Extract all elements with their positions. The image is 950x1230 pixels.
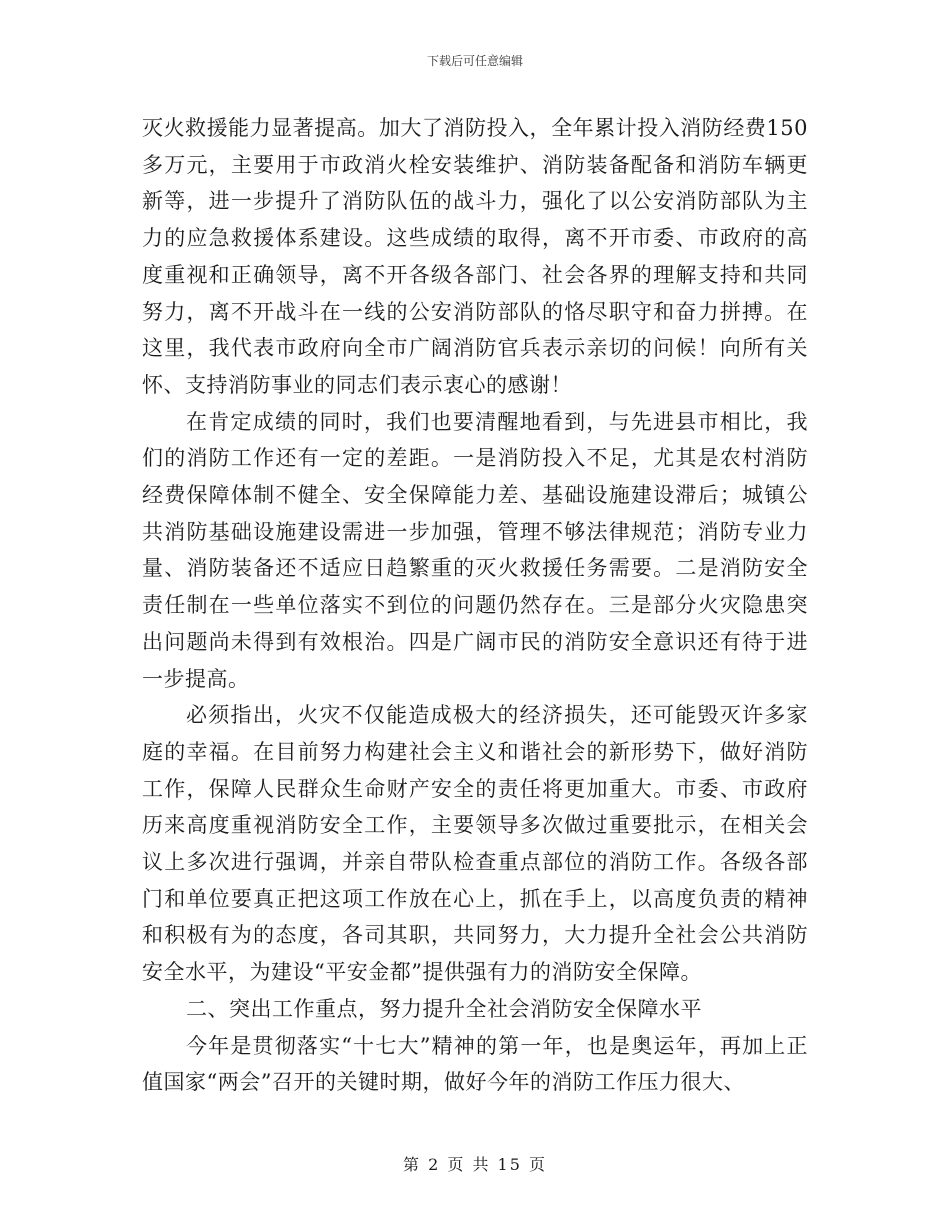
paragraph-3: 必须指出，火灾不仅能造成极大的经济损失，还可能毁灭许多家庭的幸福。在目前努力构建社会主义和谐社会的新形势下，做好消防工作，保障人民群众生命财产安全的责任将更加重大。市委、市政府历来高度重视消防安全工作，主要领导多次做过重要批示，在相关会议上多次进行强调，并亲自带队检查重点部位的消防工作。各级各部门和单位要真正把这项工作放在心上，抓在手上，以高度负责的精神和积极有为的态度，各司其职，共同努力，大力提升全社会公共消防安全水平，为建设“平安金都”提供强有力的消防安全保障。: [142, 703, 808, 985]
paragraph-2: 在肯定成绩的同时，我们也要清醒地看到，与先进县市相比，我们的消防工作还有一定的差距。一是消防投入不足，尤其是农村消防经费保障体制不健全、安全保障能力差、基础设施建设滞后；城镇公共消防基础设施建设需进一步加强，管理不够法律规范；消防专业力量、消防装备还不适应日趋繁重的灭火救援任务需要。二是消防安全责任制在一些单位落实不到位的问题仍然存在。三是部分火灾隐患突出问题尚未得到有效根治。四是广阔市民的消防安全意识还有待于进一步提高。: [142, 409, 808, 691]
paragraph-4: 今年是贯彻落实“十七大”精神的第一年，也是奥运年，再加上正值国家“两会”召开的关键时期，做好今年的消防工作压力很大、: [142, 1033, 808, 1095]
section-heading: 二、突出工作重点，努力提升全社会消防安全保障水平: [186, 996, 702, 1021]
page-header-note: 下载后可任意编辑: [426, 54, 523, 68]
document-body: [142, 110, 808, 1101]
page-number-footer: 第 2 页 共 15 页: [403, 1155, 547, 1174]
paragraph-1: 灭火救援能力显著提高。加大了消防投入，全年累计投入消防经费150多万元，主要用于市政消火栓安装维护、消防装备配备和消防车辆更新等，进一步提升了消防队伍的战斗力，强化了以公安消防部队为主力的应急救援体系建设。这些成绩的取得，离不开市委、市政府的高度重视和正确领导，离不开各级各部门、社会各界的理解支持和共同努力，离不开战斗在一线的公安消防部队的恪尽职守和奋力拼搏。在这里，我代表市政府向全市广阔消防官兵表示亲切的问候！向所有关怀、支持消防事业的同志们表示衷心的感谢！: [142, 116, 808, 397]
